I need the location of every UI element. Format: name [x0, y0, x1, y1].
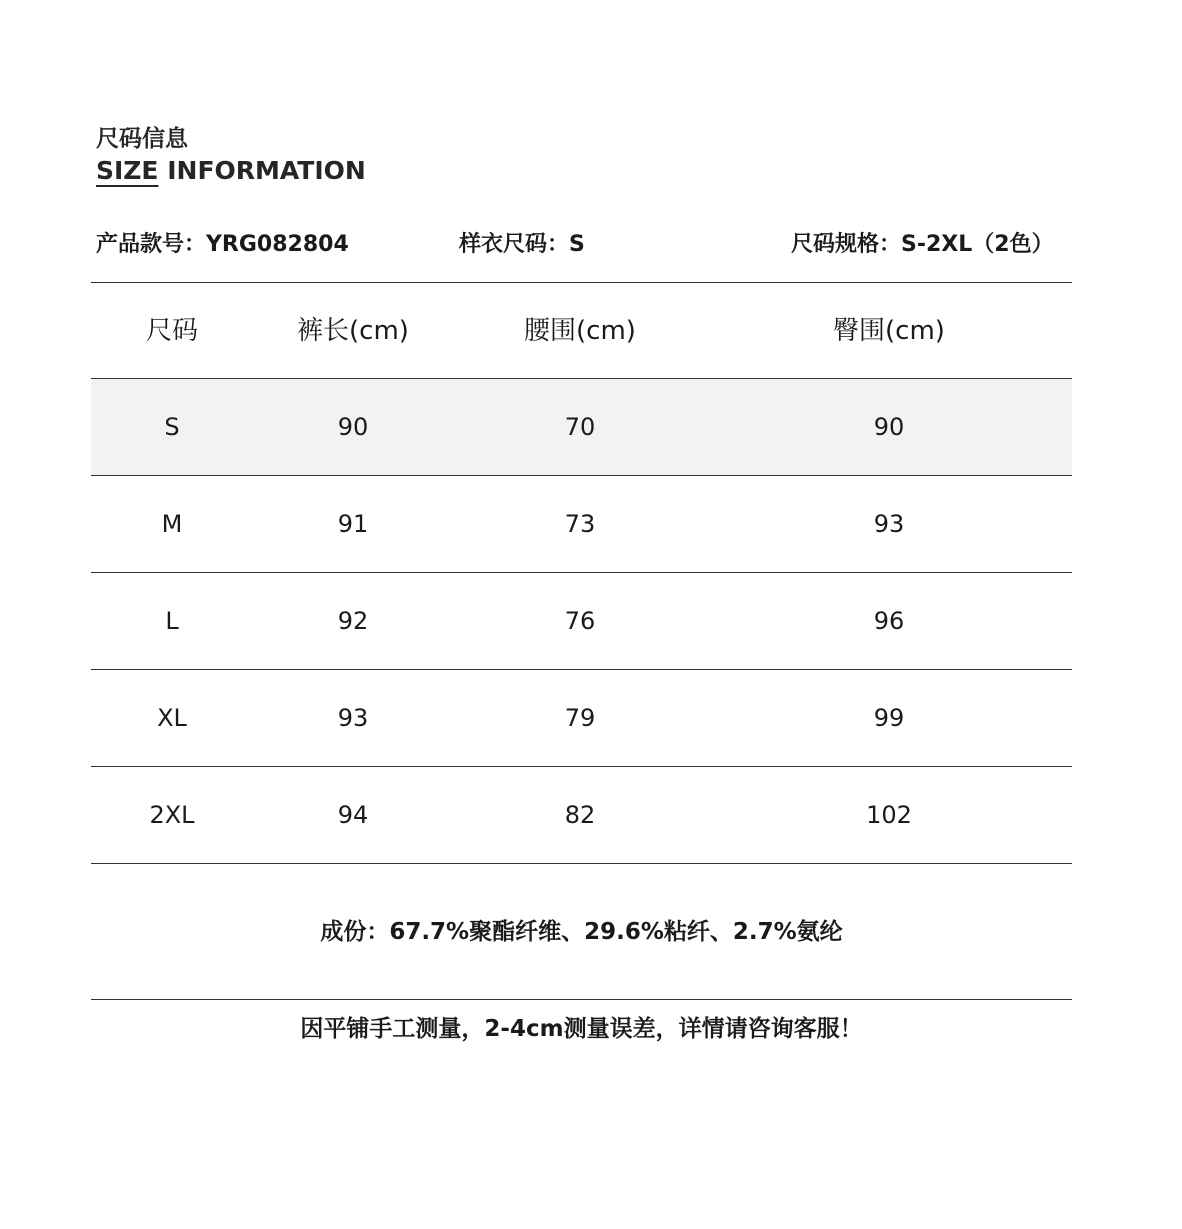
- header-hip: 臀围(cm): [833, 316, 945, 346]
- cell-length: 91: [337, 510, 369, 538]
- title-english-rest: INFORMATION: [158, 156, 366, 185]
- cell-waist: 79: [564, 704, 596, 732]
- title-english: [96, 156, 366, 186]
- table-header-row: [91, 283, 1072, 379]
- measurement-disclaimer: 因平铺手工测量，2-4cm测量误差，详情请咨询客服！: [300, 1016, 863, 1042]
- fabric-composition: 成份：67.7%聚酯纤维、29.6%粘纤、2.7%氨纶: [320, 919, 843, 945]
- header-length: 裤长(cm): [297, 316, 409, 346]
- cell-waist: 70: [564, 413, 596, 441]
- cell-size: XL: [157, 704, 187, 732]
- table-row: [91, 379, 1072, 475]
- size-range: 尺码规格：S-2XL（2色）: [791, 232, 1054, 257]
- header-size: 尺码: [145, 316, 199, 346]
- cell-size: S: [164, 413, 180, 441]
- cell-waist: 73: [564, 510, 596, 538]
- cell-length: 93: [337, 704, 369, 732]
- cell-size: M: [161, 510, 183, 538]
- cell-hip: 93: [873, 510, 905, 538]
- cell-length: 92: [337, 607, 369, 635]
- cell-size: 2XL: [149, 801, 195, 829]
- footer-divider: [91, 999, 1072, 1000]
- table-row: [91, 767, 1072, 863]
- table-row: [91, 670, 1072, 766]
- title-chinese: 尺码信息: [96, 126, 188, 152]
- table-row: [91, 476, 1072, 572]
- cell-waist: 82: [564, 801, 596, 829]
- table-row: [91, 573, 1072, 669]
- cell-length: 94: [337, 801, 369, 829]
- cell-hip: 96: [873, 607, 905, 635]
- table-bottom-divider: [91, 863, 1072, 864]
- cell-hip: 102: [866, 801, 912, 829]
- cell-hip: 90: [873, 413, 905, 441]
- cell-size: L: [165, 607, 179, 635]
- cell-waist: 76: [564, 607, 596, 635]
- title-english-underlined: SIZE: [96, 156, 159, 185]
- style-number: 产品款号：YRG082804: [96, 232, 349, 257]
- cell-hip: 99: [873, 704, 905, 732]
- header-waist: 腰围(cm): [524, 316, 636, 346]
- sample-size: 样衣尺码：S: [459, 232, 585, 257]
- cell-length: 90: [337, 413, 369, 441]
